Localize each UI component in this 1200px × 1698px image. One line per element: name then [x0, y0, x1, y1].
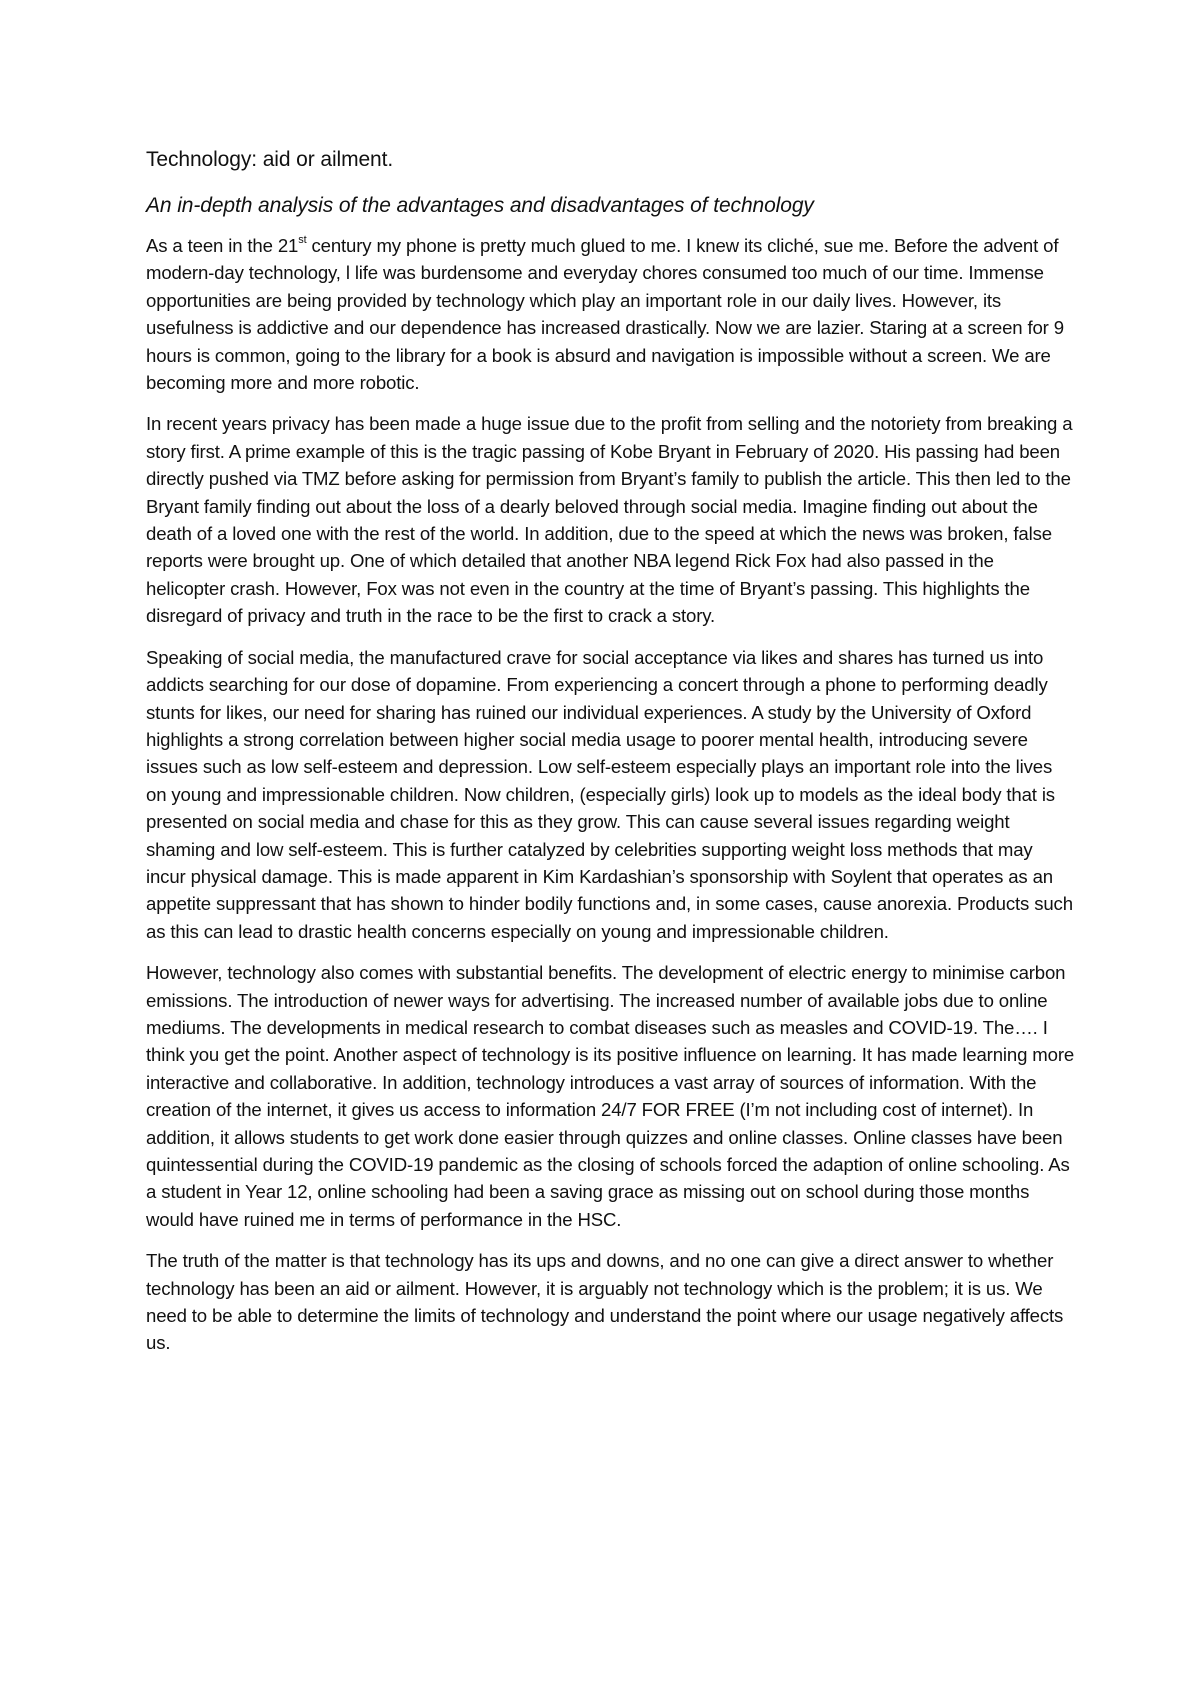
- document-page: [146, 146, 1076, 1371]
- paragraph-benefits: However, technology also comes with substantial benefits. The development of electric energy to minimise carbon emissions. The introduction of newer ways for advertising. The increased number of available jobs due to online mediums. The developments in medical research to combat diseases such as measles and COVID-19. The…. I think you get the point. Another aspect of technology is its positive influence on learning. It has made learning more interactive and collaborative. In addition, technology introduces a vast array of sources of information. With the creation of the internet, it gives us access to information 24/7 FOR FREE (I’m not including cost of internet). In addition, it allows students to get work done easier through quizzes and online classes. Online classes have been quintessential during the COVID-19 pandemic as the closing of schools forced the adaption of online schooling. As a student in Year 12, online schooling had been a saving grace as missing out on school during those months would have ruined me in terms of performance in the HSC.: [146, 962, 1075, 1230]
- paragraph-intro-rest: century my phone is pretty much glued to me. I knew its cliché, sue me. Before the advent of modern-day technology, l life was burdensome and everyday chores consumed too much of our time. Immense opportunities are being provided by technology which play an important role in our daily lives. However, its usefulness is addictive and our dependence has increased drastically. Now we are lazier. Staring at a screen for 9 hours is common, going to the library for a book is absurd and navigation is impossible without a screen. We are becoming more and more robotic.: [146, 235, 1064, 394]
- ordinal-superscript: st: [298, 233, 307, 246]
- paragraph-social-media: Speaking of social media, the manufactured crave for social acceptance via likes and shares has turned us into addicts searching for our dose of dopamine. From experiencing a concert through a phone to performing deadly stunts for likes, our need for sharing has ruined our individual experiences. A study by the University of Oxford highlights a strong correlation between higher social media usage to poorer mental health, introducing severe issues such as low self-esteem and depression. Low self-esteem especially plays an important role into the lives on young and impressionable children. Now children, (especially girls) look up to models as the ideal body that is presented on social media and chase for this as they grow. This can cause several issues regarding weight shaming and low self-esteem. This is further catalyzed by celebrities supporting weight loss methods that may incur physical damage. This is made apparent in Kim Kardashian’s sponsorship with Soylent that operates as an appetite suppressant that has shown to hinder bodily functions and, in some cases, cause anorexia. Products such as this can lead to drastic health concerns especially on young and impressionable children.: [146, 646, 1073, 942]
- document-subtitle: An in-depth analysis of the advantages and disadvantages of technology: [146, 194, 814, 217]
- paragraph-privacy: In recent years privacy has been made a huge issue due to the profit from selling and the notoriety from breaking a story first. A prime example of this is the tragic passing of Kobe Bryant in February of 2020. His passing had been directly pushed via TMZ before asking for permission from Bryant’s family to publish the article. This then led to the Bryant family finding out about the loss of a dearly beloved through social media. Imagine finding out about the death of a loved one with the rest of the world. In addition, due to the speed at which the news was broken, false reports were brought up. One of which detailed that another NBA legend Rick Fox had also passed in the helicopter crash. However, Fox was not even in the country at the time of Bryant’s passing. This highlights the disregard of privacy and truth in the race to be the first to crack a story.: [146, 413, 1073, 627]
- document-title: Technology: aid or ailment.: [146, 148, 394, 171]
- paragraph-intro: [146, 232, 1076, 396]
- paragraph-conclusion: The truth of the matter is that technology has its ups and downs, and no one can give a direct answer to whether technology has been an aid or ailment. However, it is arguably not technology which is the problem; it is us. We need to be able to determine the limits of technology and understand the point where our usage negatively affects us.: [146, 1250, 1064, 1354]
- paragraph-intro-start: As a teen in the 21: [146, 235, 299, 256]
